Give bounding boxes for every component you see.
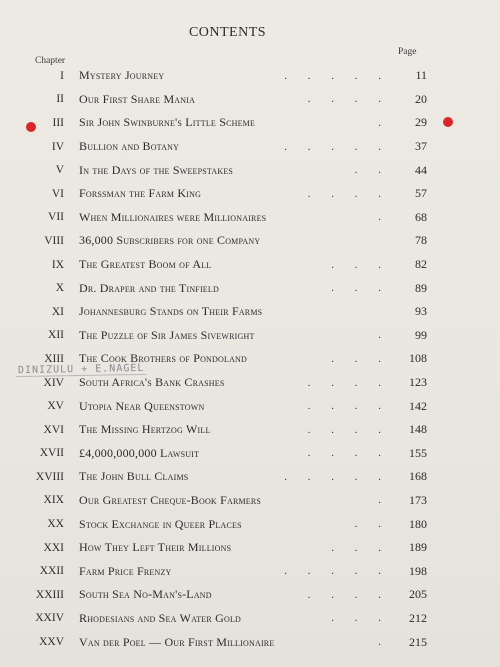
chapter-number: I bbox=[60, 69, 64, 82]
ownership-stamp: DINIZULU + E.NAGEL bbox=[16, 363, 147, 377]
contents-entry bbox=[0, 253, 500, 277]
chapter-number: XI bbox=[51, 305, 64, 318]
chapter-number: IV bbox=[51, 140, 64, 153]
leader-dots: . . . . . bbox=[284, 565, 390, 578]
page-number: 142 bbox=[409, 398, 427, 413]
leader-dots: . bbox=[378, 494, 390, 507]
chapter-title: Sir John Swinburne's Little Scheme bbox=[79, 115, 256, 130]
leader-dots: . . . bbox=[331, 258, 390, 271]
page-number: 78 bbox=[415, 233, 427, 248]
chapter-number: XIX bbox=[43, 494, 64, 507]
chapter-title: The John Bull Claims bbox=[79, 469, 189, 484]
chapter-number: XXV bbox=[39, 636, 64, 649]
chapter-number: V bbox=[55, 164, 64, 177]
contents-entry bbox=[0, 630, 500, 654]
page-number: 68 bbox=[415, 209, 427, 224]
leader-dots: . . bbox=[354, 164, 390, 177]
page-number: 108 bbox=[409, 351, 427, 366]
leader-dots: . . bbox=[354, 518, 390, 531]
contents-entry bbox=[0, 418, 500, 442]
leader-dots: . . . . . bbox=[284, 140, 390, 153]
chapter-number: VIII bbox=[44, 234, 64, 247]
leader-dots: . . . . . bbox=[284, 69, 390, 82]
contents-entry bbox=[0, 229, 500, 253]
contents-entry bbox=[0, 324, 500, 348]
chapter-title: Forssman the Farm King bbox=[79, 186, 202, 201]
page-number: 123 bbox=[409, 375, 427, 390]
chapter-title: South Africa's Bank Crashes bbox=[79, 375, 225, 390]
chapter-number: XIV bbox=[43, 376, 64, 389]
chapter-number: XXII bbox=[39, 565, 64, 578]
chapter-number: XVI bbox=[43, 423, 64, 436]
chapter-number: XVII bbox=[39, 447, 64, 460]
page-number: 11 bbox=[415, 68, 427, 83]
chapter-number: X bbox=[55, 282, 64, 295]
chapter-title: Bullion and Botany bbox=[79, 139, 180, 154]
chapter-title: 36,000 Subscribers for one Company bbox=[79, 233, 261, 248]
chapter-title: Johannesburg Stands on Their Farms bbox=[79, 304, 263, 319]
red-dot-marker-left bbox=[26, 122, 36, 132]
leader-dots: . . . . bbox=[307, 187, 390, 200]
contents-entry bbox=[0, 465, 500, 489]
contents-entry bbox=[0, 536, 500, 560]
chapter-number: XXIV bbox=[35, 612, 64, 625]
chapter-title: £4,000,000,000 Lawsuit bbox=[79, 445, 200, 460]
contents-list bbox=[0, 64, 500, 654]
contents-entry bbox=[0, 583, 500, 607]
chapter-title: Rhodesians and Sea Water Gold bbox=[79, 610, 242, 625]
contents-entry bbox=[0, 559, 500, 583]
chapter-title: Stock Exchange in Queer Places bbox=[79, 516, 242, 531]
page-number: 173 bbox=[409, 492, 427, 507]
leader-dots: . . . bbox=[331, 352, 390, 365]
page-number: 212 bbox=[409, 610, 427, 625]
leader-dots: . bbox=[378, 329, 390, 342]
chapter-number: XIII bbox=[44, 352, 64, 365]
chapter-title: The Missing Hertzog Will bbox=[79, 422, 211, 437]
contents-entry bbox=[0, 64, 500, 88]
contents-entry bbox=[0, 206, 500, 230]
page-number: 93 bbox=[415, 304, 427, 319]
contents-entry bbox=[0, 607, 500, 631]
leader-dots: . . . . bbox=[307, 400, 390, 413]
page-column-header: Page bbox=[398, 47, 417, 57]
chapter-title: Our First Share Mania bbox=[79, 91, 196, 106]
page-number: 29 bbox=[415, 115, 427, 130]
chapter-title: How They Left Their Millions bbox=[79, 540, 232, 555]
chapter-number: XXI bbox=[43, 541, 64, 554]
chapter-number: XX bbox=[47, 518, 64, 531]
chapter-title: Mystery Journey bbox=[79, 68, 165, 83]
contents-entry bbox=[0, 135, 500, 159]
contents-entry bbox=[0, 489, 500, 513]
chapter-number: IX bbox=[51, 258, 64, 271]
leader-dots: . . . . bbox=[307, 423, 390, 436]
page-number: 148 bbox=[409, 422, 427, 437]
contents-entry bbox=[0, 442, 500, 466]
chapter-number: III bbox=[52, 116, 64, 129]
contents-entry bbox=[0, 394, 500, 418]
chapter-number: XXIII bbox=[35, 588, 64, 601]
leader-dots: . . . bbox=[331, 282, 390, 295]
leader-dots: . . . bbox=[331, 612, 390, 625]
leader-dots: . . . . bbox=[307, 376, 390, 389]
chapter-number: XV bbox=[47, 400, 64, 413]
leader-dots: . . . . bbox=[307, 588, 390, 601]
chapter-title: When Millionaires were Millionaires bbox=[79, 209, 267, 224]
page-number: 205 bbox=[409, 587, 427, 602]
page-title: CONTENTS bbox=[188, 25, 267, 40]
contents-entry bbox=[0, 158, 500, 182]
leader-dots: . . . . bbox=[307, 447, 390, 460]
contents-entry bbox=[0, 300, 500, 324]
chapter-title: Dr. Draper and the Tinfield bbox=[79, 280, 219, 295]
page-number: 89 bbox=[415, 280, 427, 295]
chapter-column-header: Chapter bbox=[35, 56, 66, 66]
leader-dots: . bbox=[378, 211, 390, 224]
chapter-title: Utopia Near Queenstown bbox=[79, 398, 205, 413]
chapter-number: XVIII bbox=[35, 470, 64, 483]
page-number: 37 bbox=[415, 139, 427, 154]
page-number: 99 bbox=[415, 327, 427, 342]
leader-dots: . bbox=[378, 116, 390, 129]
contents-entry bbox=[0, 88, 500, 112]
chapter-number: VII bbox=[48, 211, 64, 224]
chapter-title: Van der Poel — Our First Millionaire bbox=[79, 634, 275, 649]
leader-dots: . . . . bbox=[307, 93, 390, 106]
chapter-title: The Greatest Boom of All bbox=[79, 257, 212, 272]
red-dot-marker-right bbox=[443, 117, 453, 127]
chapter-title: Our Greatest Cheque-Book Farmers bbox=[79, 492, 262, 507]
leader-dots: . . . bbox=[331, 541, 390, 554]
page-number: 189 bbox=[409, 540, 427, 555]
page-number: 44 bbox=[415, 162, 427, 177]
contents-entry bbox=[0, 111, 500, 135]
page-number: 20 bbox=[415, 91, 427, 106]
leader-dots: . bbox=[378, 636, 390, 649]
page-number: 198 bbox=[409, 563, 427, 578]
page-number: 168 bbox=[409, 469, 427, 484]
chapter-number: VI bbox=[51, 187, 64, 200]
page-number: 180 bbox=[409, 516, 427, 531]
contents-entry bbox=[0, 276, 500, 300]
page-number: 215 bbox=[409, 634, 427, 649]
page-number: 155 bbox=[409, 445, 427, 460]
chapter-title: South Sea No-Man's-Land bbox=[79, 587, 212, 602]
chapter-title: Farm Price Frenzy bbox=[79, 563, 172, 578]
leader-dots: . . . . . bbox=[284, 470, 390, 483]
chapter-number: XII bbox=[48, 329, 64, 342]
contents-entry bbox=[0, 512, 500, 536]
page-number: 82 bbox=[415, 257, 427, 272]
chapter-number: II bbox=[56, 93, 64, 106]
chapter-title: In the Days of the Sweepstakes bbox=[79, 162, 234, 177]
page-number: 57 bbox=[415, 186, 427, 201]
contents-entry bbox=[0, 182, 500, 206]
chapter-title: The Cook Brothers of Pondoland bbox=[79, 351, 248, 366]
chapter-title: The Puzzle of Sir James Sivewright bbox=[79, 327, 255, 342]
